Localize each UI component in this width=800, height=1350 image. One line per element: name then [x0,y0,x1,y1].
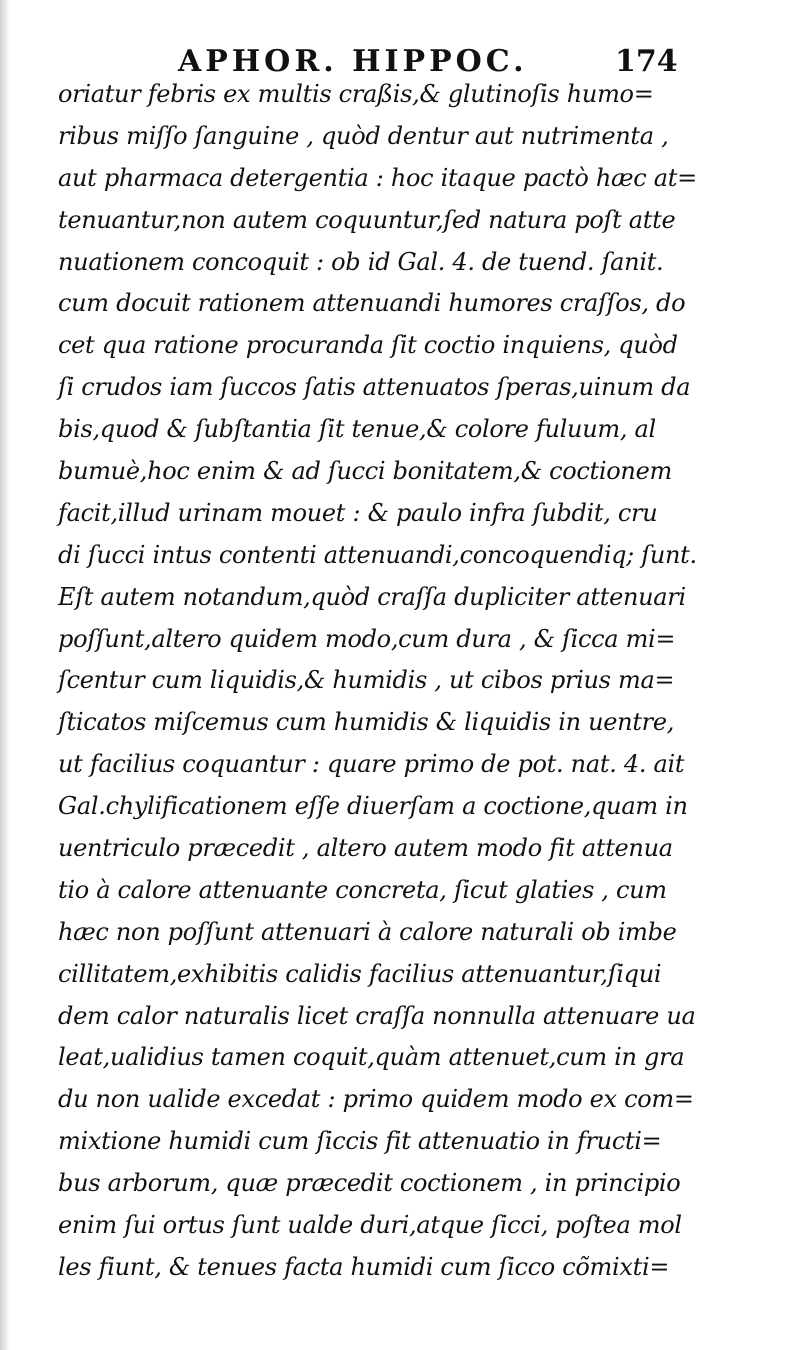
text-line: ribus miſſo ſanguine , quòd dentur aut nutrimenta , [58,121,669,150]
text-line: tio à calore attenuante concreta, ſicut glaties , cum [58,875,667,904]
text-line: mixtione humidi cum ſiccis fit attenuatio in fructi= [58,1127,662,1156]
text-line: ut facilius coquantur : quare primo de pot. nat. 4. ait [58,750,685,779]
text-line: les fiunt, & tenues facta humidi cum ſicco cõmixti= [58,1252,670,1281]
text-line: di ſucci intus contenti attenuandi,concoquendiq; ſunt. [58,540,697,569]
text-line: cum docuit rationem attenuandi humores craſſos, do [58,289,686,318]
text-line: leat,ualidius tamen coquit,quàm attenuet,cum in gra [58,1043,685,1072]
text-line: poſſunt,altero quidem modo,cum dura , & ſicca mi= [58,624,676,653]
text-line: ſi crudos iam ſuccos ſatis attenuatos ſperas,uinum da [58,373,691,402]
running-head: APHOR. HIPPOC. [178,44,528,79]
text-line: ſticatos miſcemus cum humidis & liquidis in uentre, [58,708,675,737]
body-text [58,74,718,1289]
text-line: bus arborum, quæ præcedit coctionem , in principio [58,1169,681,1198]
text-line: bis,quod & ſubſtantia ſit tenue,& colore fuluum, al [58,415,656,444]
text-line: bumuè,hoc enim & ad ſucci bonitatem,& coctionem [58,457,672,486]
text-line: aut pharmaca detergentia : hoc itaque pactò hæc at= [58,163,697,192]
text-line: facit,illud urinam mouet : & paulo infra ſubdit, cru [58,498,658,527]
text-line: Gal.chylificationem eſſe diuerſam a coctione,quam in [58,792,688,821]
text-line: Eſt autem notandum,quòd craſſa dupliciter attenuari [58,582,686,611]
text-line: cet qua ratione procuranda ſit coctio inquiens, quòd [58,331,678,360]
text-line: oriatur febris ex multis craßis,& glutinoſis humo= [58,80,654,108]
text-line: tenuantur,non autem coquuntur,ſed natura poſt atte [58,205,676,234]
text-line: nuationem concoquit : ob id Gal. 4. de tuend. ſanit. [58,247,664,276]
page-number: 174 [615,44,678,79]
text-line: dem calor naturalis licet craſſa nonnulla attenuare ua [58,1001,696,1030]
text-line: du non ualide excedat : primo quidem modo ex com= [58,1085,694,1114]
text-line: uentriculo præcedit , altero autem modo fit attenua [58,834,673,863]
text-line: cillitatem,exhibitis calidis facilius attenuantur,ſiqui [58,959,662,988]
text-line: ſcentur cum liquidis,& humidis , ut cibos prius ma= [58,666,675,695]
text-line: hæc non poſſunt attenuari à calore naturali ob imbe [58,917,677,946]
text-line: enim ſui ortus ſunt ualde duri,atque ſicci, poſtea mol [58,1211,682,1240]
